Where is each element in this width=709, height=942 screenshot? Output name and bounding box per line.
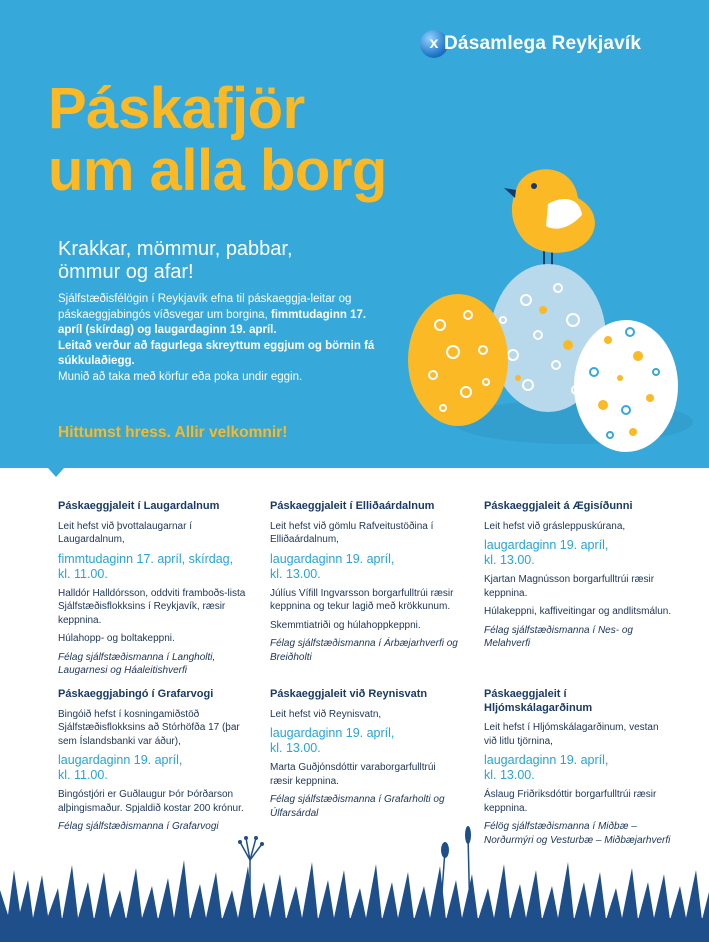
event-organizer: Félag sjálfstæðismanna í Árbæjarhverfi og Breiðholti (270, 638, 458, 663)
event-detail: Kjartan Magnússon borgarfulltrúi ræsir keppnina. (484, 574, 655, 599)
event-location: Leit hefst í Hljómskálagarðinum, vestan við litlu tjörnina, (484, 722, 659, 747)
brand-name: Dásamlega Reykjavík (444, 33, 642, 54)
title-line-1: Páskafjör (48, 76, 305, 141)
event-location: Leit hefst við Reynisvatn, (270, 708, 382, 720)
yellow-egg (408, 294, 508, 426)
event-organizer: Félag sjálfstæðismanna í Grafarholti og Úlfarsárdal (270, 794, 445, 819)
intro (58, 238, 388, 385)
intro-heading (58, 238, 388, 284)
event-detail: Júlíus Vífill Ingvarsson borgarfulltrúi ræsir keppnina og tekur lagið með krökkunum. (270, 587, 454, 612)
event-title: Páskaeggjaleit í Elliðaárdalnum (270, 500, 435, 512)
page-title (48, 78, 387, 202)
grass-silhouette (0, 820, 709, 942)
event-detail: Halldór Halldórsson, oddviti framboðs-lista Sjálfstæðisflokksins í Reykjavík, ræsir keppnina. (58, 587, 246, 626)
event-title: Páskaeggjaleit í Hljómskálagarðinum (484, 688, 593, 714)
event-detail: Áslaug Friðriksdóttir borgarfulltrúi ræsir keppnina. (484, 789, 657, 814)
intro-dates: fimmtudaginn 17. apríl (skírdag) og laugardaginn 19. apríl. (58, 308, 367, 336)
event-organizer: Félag sjálfstæðismanna í Langholti, Laugarnesi og Háaleitishverfi (58, 651, 216, 676)
brand-mark: x (420, 30, 448, 58)
event-location: Leit hefst við gömlu Rafveitustöðina í Elliðaárdalnum, (270, 520, 434, 545)
event-detail: Húlakeppni, kaffiveitingar og andlitsmálun. (484, 606, 672, 617)
event-detail: Marta Guðjónsdóttir varaborgarfulltrúi ræsir keppnina. (270, 762, 436, 787)
title-line-2: um alla borg (48, 138, 387, 203)
event-title: Páskaeggjaleit við Reynisvatn (270, 688, 428, 700)
intro-heading-line-1: Krakkar, mömmur, pabbar, (58, 238, 293, 260)
event-detail: Skemmtiatriði og húlahoppkeppni. (270, 619, 421, 631)
event-location: Bingóið hefst í kosningamiðstöð Sjálfstæðisflokksins að Stórhöfða 17 (þar sem Íslandsbanki var áður), (58, 708, 240, 747)
easter-eggs-illustration (398, 160, 698, 470)
event-date: laugardaginn 19. apríl, kl. 11.00. (58, 753, 183, 782)
event-date: laugardaginn 19. apríl, kl. 13.00. (270, 551, 395, 581)
intro-paragraph-2 (58, 339, 388, 370)
intro-text-1: Sjálfstæðisfélögin í Reykjavík efna til páskaeggja-leitar og páskaeggjabingós víðsvegar um borgina, (58, 293, 352, 321)
event-date: laugardaginn 19. apríl, kl. 13.00. (270, 726, 395, 755)
event-title: Páskaeggjaleit í Laugardalnum (58, 500, 220, 512)
event-detail: Húlahopp- og boltakeppni. (58, 633, 175, 644)
event-card-1 (58, 500, 248, 683)
event-title: Páskaeggjabingó í Grafarvogi (58, 688, 214, 700)
event-card-3 (484, 500, 674, 656)
event-title: Páskaeggjaleit á Ægisíðunni (484, 500, 633, 512)
event-card-5 (270, 688, 460, 825)
event-location: Leit hefst við grásleppuskúrana, (484, 520, 626, 532)
event-organizer: Félag sjálfstæðismanna í Nes- og Melahverfi (484, 624, 633, 649)
event-date: fimmtudaginn 17. apríl, skírdag, kl. 11.00. (58, 551, 234, 581)
event-location: Leit hefst við þvottalaugarnar í Laugardalnum, (58, 520, 192, 545)
event-date: laugardaginn 19. apríl, kl. 13.00. (484, 753, 609, 782)
event-organizer: Félög sjálfstæðismanna í Miðbæ – Norðurmýri og Vesturbæ – Miðbæjarhverfi (484, 821, 671, 846)
event-card-4 (58, 688, 248, 839)
intro-paragraph-1 (58, 292, 388, 339)
intro-text-2: Leitað verður að fagurlega skreyttum eggjum og börnin fá súkkulaðiegg. (58, 339, 375, 367)
event-date: laugardaginn 19. apríl, kl. 13.00. (484, 538, 609, 567)
intro-paragraph-3: Munið að taka með körfur eða poka undir eggin. (58, 370, 303, 383)
white-egg (574, 320, 678, 452)
brand-logo[interactable] (420, 30, 641, 58)
event-organizer: Félag sjálfstæðismanna í Grafarvogi (58, 821, 219, 832)
intro-heading-line-2: ömmur og afar! (58, 261, 194, 283)
bird (504, 169, 595, 253)
call-to-action: Hittumst hress. Allir velkomnir! (58, 424, 288, 441)
event-detail: Bingóstjóri er Guðlaugur Þór Þórðarson alþingismaður. Spjaldið kostar 200 krónur. (58, 789, 244, 814)
event-card-2 (270, 500, 460, 669)
